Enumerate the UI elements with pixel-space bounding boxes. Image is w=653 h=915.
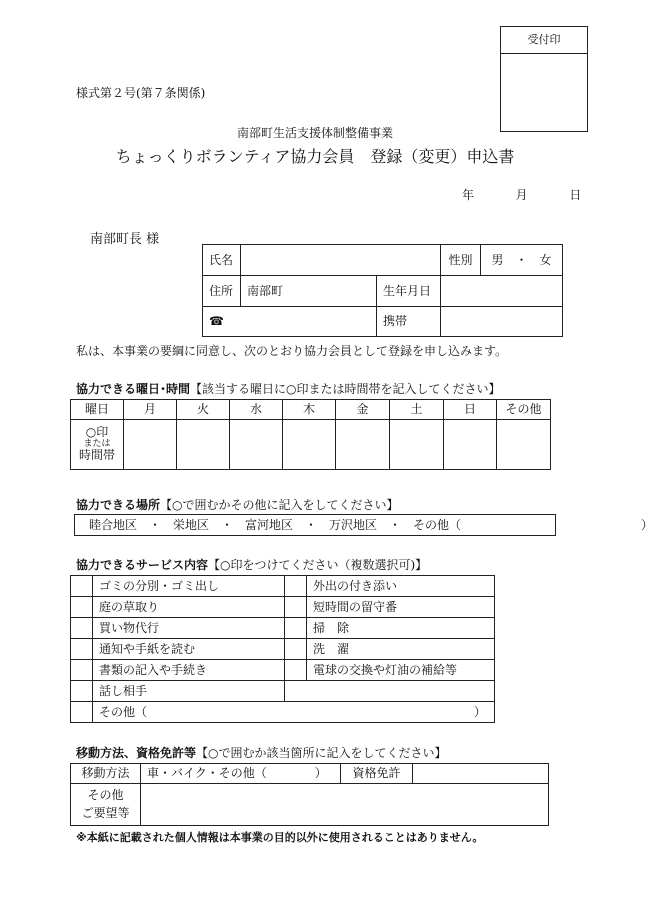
transport-heading-note: 【○で囲むか該当箇所に記入をしてください】 bbox=[196, 746, 447, 760]
schedule-cell-thu[interactable] bbox=[283, 420, 336, 470]
birthdate-field[interactable] bbox=[441, 276, 563, 307]
license-label: 資格免許 bbox=[341, 764, 413, 784]
privacy-note: ※本紙に記載された個人情報は本事業の目的以外に使用されることはありません。 bbox=[76, 831, 484, 844]
requests-label-bottom: ご要望等 bbox=[81, 805, 130, 820]
address-label: 住所 bbox=[203, 276, 241, 307]
service-check-other[interactable] bbox=[71, 702, 93, 723]
transport-heading-bold: 移動方法、資格免許等 bbox=[76, 746, 197, 760]
service-bulb-kerosene: 電球の交換や灯油の補給等 bbox=[307, 660, 495, 681]
receipt-stamp-box bbox=[500, 26, 588, 132]
phone-field[interactable] bbox=[203, 307, 377, 337]
schedule-heading-note: 【該当する曜日に○印または時間帯を記入してください】 bbox=[190, 382, 501, 396]
addressee: 南部町長 様 bbox=[90, 232, 160, 247]
service-cleaning: 掃 除 bbox=[307, 618, 495, 639]
requests-label-top: その他 bbox=[87, 788, 124, 803]
schedule-cell-mon[interactable] bbox=[124, 420, 177, 470]
date-month: 月 bbox=[515, 188, 528, 202]
service-check-10[interactable] bbox=[285, 639, 307, 660]
agreement-statement: 私は、本事業の要綱に同意し、次のとおり協力会員として登録を申し込みます。 bbox=[76, 344, 508, 358]
schedule-heading bbox=[76, 380, 501, 397]
service-other-close: ） bbox=[473, 705, 486, 719]
service-garbage: ゴミの分別・ゴミ出し bbox=[93, 576, 285, 597]
service-empty-cell bbox=[285, 681, 495, 702]
service-check-5[interactable] bbox=[71, 660, 93, 681]
service-weeding: 庭の草取り bbox=[93, 597, 285, 618]
address-prefix: 南部町 bbox=[247, 283, 284, 298]
service-other-field[interactable] bbox=[93, 702, 495, 723]
license-field[interactable] bbox=[413, 764, 549, 784]
schedule-row-label-mid: または bbox=[83, 439, 111, 449]
location-heading bbox=[76, 496, 399, 513]
gender-label: 性別 bbox=[441, 245, 481, 276]
schedule-row-label-top: ○印 bbox=[85, 425, 109, 440]
day-thu: 木 bbox=[283, 400, 336, 420]
service-check-2[interactable] bbox=[71, 597, 93, 618]
service-shopping: 買い物代行 bbox=[93, 618, 285, 639]
service-laundry: 洗 濯 bbox=[307, 639, 495, 660]
service-check-3[interactable] bbox=[71, 618, 93, 639]
transport-method-label: 移動方法 bbox=[71, 764, 141, 784]
transport-table bbox=[70, 763, 549, 826]
location-options[interactable]: 睦合地区 ・ 栄地区 ・ 富河地区 ・ 万沢地区 ・ その他（ ） bbox=[89, 518, 653, 532]
day-header: 曜日 bbox=[71, 400, 124, 420]
day-fri: 金 bbox=[336, 400, 390, 420]
location-options-box[interactable] bbox=[74, 514, 653, 536]
day-tue: 火 bbox=[177, 400, 230, 420]
service-check-9[interactable] bbox=[285, 618, 307, 639]
day-mon: 月 bbox=[124, 400, 177, 420]
service-conversation: 話し相手 bbox=[93, 681, 285, 702]
schedule-cell-fri[interactable] bbox=[336, 420, 390, 470]
schedule-cell-other[interactable] bbox=[497, 420, 551, 470]
service-house-sitting: 短時間の留守番 bbox=[307, 597, 495, 618]
address-field[interactable] bbox=[241, 276, 377, 307]
location-heading-bold: 協力できる場所 bbox=[76, 498, 161, 512]
services-table bbox=[70, 575, 495, 723]
receipt-stamp-label: 受付印 bbox=[501, 27, 587, 54]
schedule-cell-tue[interactable] bbox=[177, 420, 230, 470]
birthdate-label: 生年月日 bbox=[377, 276, 441, 307]
form-number: 様式第２号(第７条関係) bbox=[76, 86, 206, 100]
requests-label bbox=[71, 784, 141, 826]
services-heading bbox=[76, 556, 427, 573]
schedule-row-label bbox=[71, 420, 124, 470]
schedule-row-label-bottom: 時間帯 bbox=[78, 448, 115, 462]
service-check-1[interactable] bbox=[71, 576, 93, 597]
service-check-4[interactable] bbox=[71, 639, 93, 660]
schedule-cell-sat[interactable] bbox=[390, 420, 444, 470]
applicant-table bbox=[202, 244, 563, 337]
service-reading: 通知や手紙を読む bbox=[93, 639, 285, 660]
form-title: ちょっくりボランティア協力会員 登録（変更）申込書 bbox=[115, 147, 515, 166]
date-line bbox=[462, 186, 581, 203]
mobile-label: 携帯 bbox=[377, 307, 441, 337]
date-year: 年 bbox=[462, 188, 475, 202]
name-label: 氏名 bbox=[203, 245, 241, 276]
form-subtitle: 南部町生活支援体制整備事業 bbox=[236, 126, 393, 140]
transport-method-options[interactable]: 車・バイク・その他（ ） bbox=[141, 764, 341, 784]
day-other: その他 bbox=[497, 400, 551, 420]
mobile-field[interactable] bbox=[441, 307, 563, 337]
schedule-heading-bold: 協力できる曜日･時間 bbox=[76, 382, 191, 396]
day-wed: 水 bbox=[230, 400, 283, 420]
service-escort: 外出の付き添い bbox=[307, 576, 495, 597]
day-sun: 日 bbox=[444, 400, 497, 420]
service-other-open: その他（ bbox=[99, 704, 148, 719]
schedule-cell-wed[interactable] bbox=[230, 420, 283, 470]
requests-field[interactable] bbox=[141, 784, 549, 826]
services-heading-note: 【○印をつけてください（複数選択可)】 bbox=[208, 558, 428, 572]
service-paperwork: 書類の記入や手続き bbox=[93, 660, 285, 681]
service-check-7[interactable] bbox=[285, 576, 307, 597]
service-check-8[interactable] bbox=[285, 597, 307, 618]
service-check-11[interactable] bbox=[285, 660, 307, 681]
schedule-cell-sun[interactable] bbox=[444, 420, 497, 470]
gender-options[interactable]: 男 ・ 女 bbox=[481, 245, 563, 276]
name-field[interactable] bbox=[241, 245, 441, 276]
schedule-table bbox=[70, 399, 551, 470]
services-heading-bold: 協力できるサービス内容 bbox=[76, 558, 209, 572]
phone-icon: ☎ bbox=[209, 314, 224, 329]
transport-heading bbox=[76, 744, 447, 761]
date-day: 日 bbox=[569, 188, 582, 202]
service-check-6[interactable] bbox=[71, 681, 93, 702]
day-sat: 土 bbox=[390, 400, 444, 420]
location-heading-note: 【○で囲むかその他に記入をしてください】 bbox=[160, 498, 399, 512]
